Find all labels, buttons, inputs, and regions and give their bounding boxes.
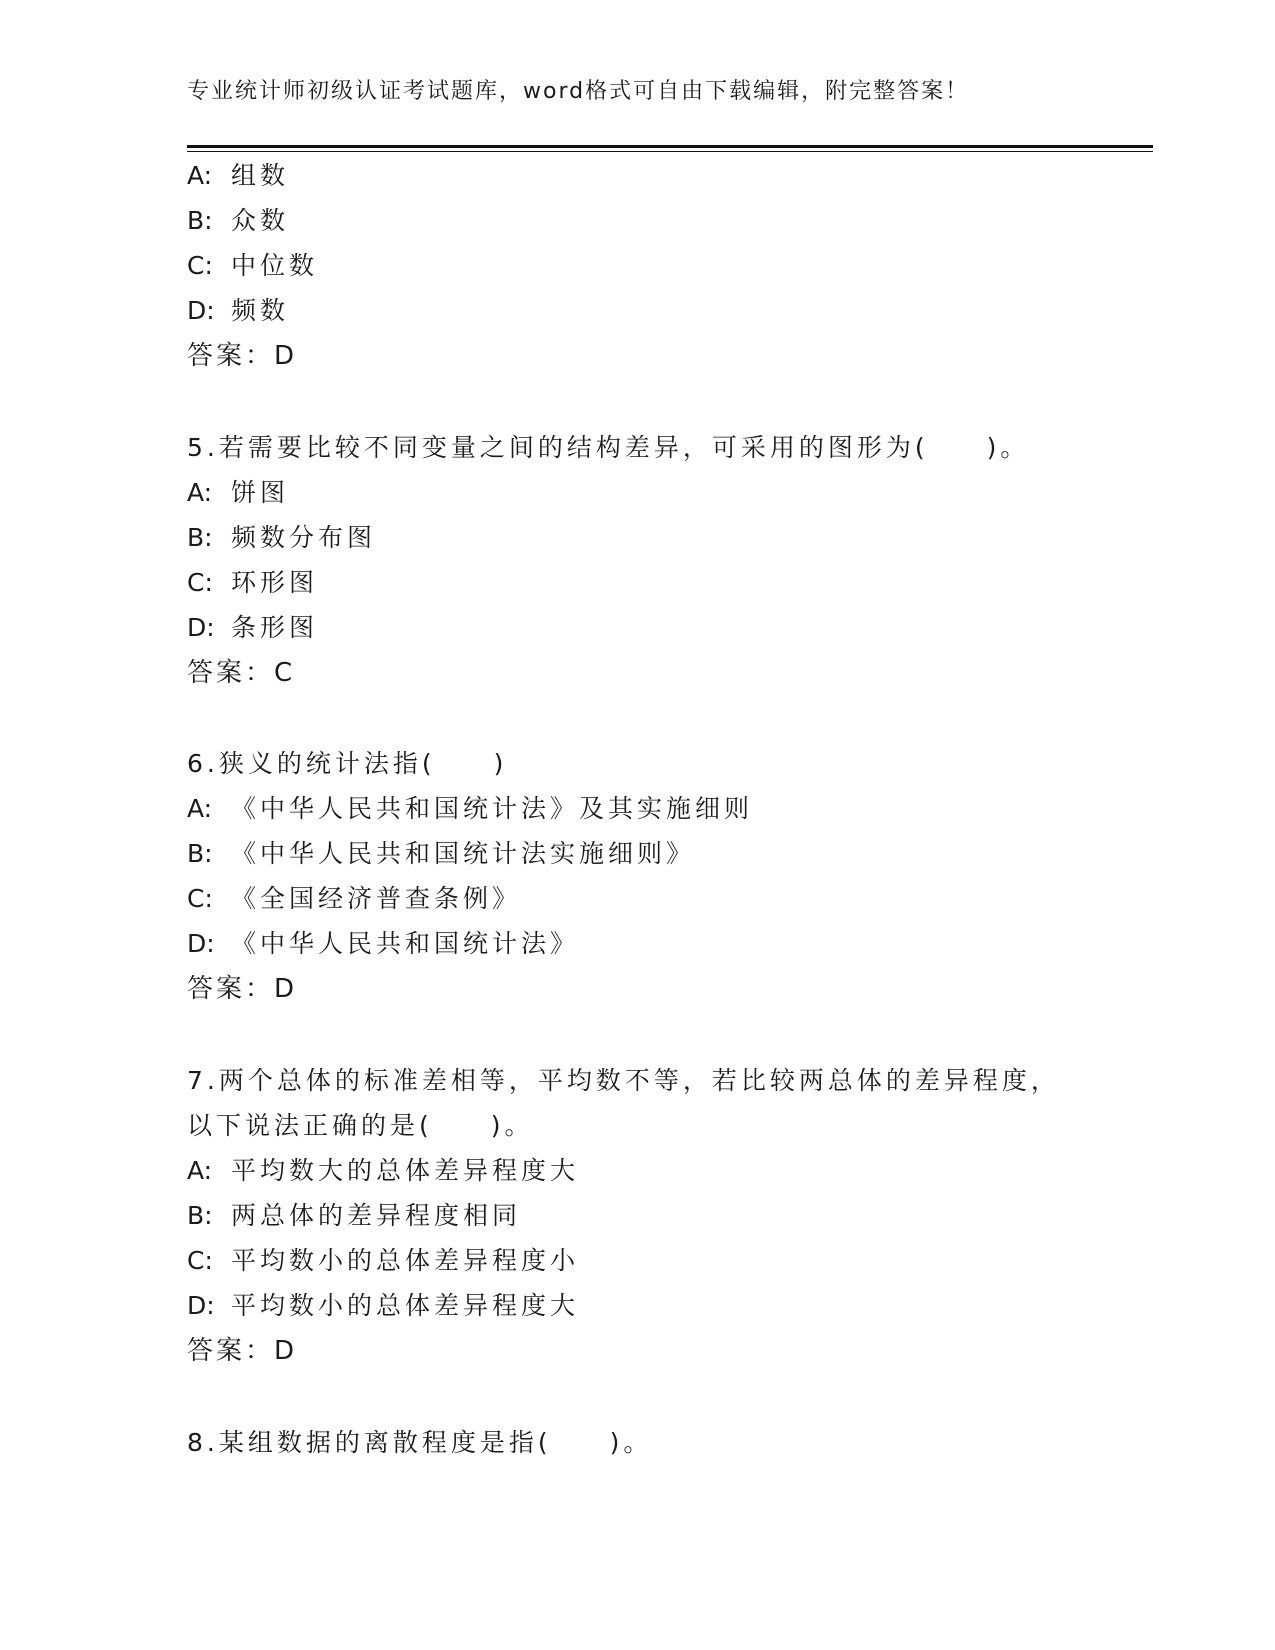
q5-stem: 5.若需要比较不同变量之间的结构差异，可采用的图形为( )。	[187, 433, 1030, 462]
q7-option-c	[187, 1245, 579, 1277]
option-text: 平均数小的总体差异程度小	[231, 1246, 580, 1275]
q4-option-a	[187, 160, 289, 192]
option-letter: B:	[187, 839, 213, 868]
q5-option-a	[187, 477, 289, 509]
q7-answer: 答案：D	[187, 1336, 298, 1366]
option-text: 条形图	[231, 613, 319, 642]
option-text: 组数	[231, 161, 290, 190]
option-letter: C:	[187, 1246, 213, 1275]
option-text: 《中华人民共和国统计法实施细则》	[231, 839, 696, 868]
option-text: 《全国经济普查条例》	[231, 884, 522, 913]
q7-stem-line1: 7.两个总体的标准差相等，平均数不等，若比较两总体的差异程度，	[187, 1066, 1060, 1095]
q4-answer: 答案：D	[187, 341, 298, 371]
page-header: 专业统计师初级认证考试题库，word格式可自由下载编辑，附完整答案！	[187, 79, 970, 104]
option-text: 平均数小的总体差异程度大	[231, 1291, 580, 1320]
option-letter: B:	[187, 1201, 213, 1230]
q6-option-b	[187, 838, 695, 870]
q4-option-c	[187, 250, 318, 282]
option-text: 众数	[231, 206, 290, 235]
option-text: 《中华人民共和国统计法》及其实施细则	[231, 794, 754, 823]
option-letter: A:	[187, 478, 213, 507]
option-text: 《中华人民共和国统计法》	[231, 929, 580, 958]
q6-option-a	[187, 793, 753, 825]
q6-option-c	[187, 883, 521, 915]
q7-stem-line2: 以下说法正确的是( )。	[187, 1111, 534, 1140]
option-letter: A:	[187, 161, 213, 190]
q5-option-c	[187, 567, 318, 599]
option-letter: C:	[187, 884, 213, 913]
option-letter: D:	[187, 613, 215, 642]
header-rule-thick	[187, 145, 1153, 148]
option-letter: A:	[187, 1156, 213, 1185]
option-text: 饼图	[231, 478, 290, 507]
q5-option-b	[187, 522, 376, 554]
option-letter: C:	[187, 251, 213, 280]
option-text: 频数分布图	[231, 523, 377, 552]
option-text: 平均数大的总体差异程度大	[231, 1156, 580, 1185]
option-letter: B:	[187, 206, 213, 235]
option-letter: B:	[187, 523, 213, 552]
option-letter: D:	[187, 296, 215, 325]
header-rule-thin	[187, 151, 1153, 152]
option-text: 环形图	[231, 568, 319, 597]
q7-option-b	[187, 1200, 521, 1232]
option-letter: D:	[187, 929, 215, 958]
q7-option-a	[187, 1155, 579, 1187]
option-text: 中位数	[231, 251, 319, 280]
q6-answer: 答案：D	[187, 974, 298, 1004]
option-letter: C:	[187, 568, 213, 597]
option-text: 频数	[231, 296, 290, 325]
q4-option-b	[187, 205, 289, 237]
q5-option-d	[187, 612, 318, 644]
q6-option-d	[187, 928, 579, 960]
option-letter: A:	[187, 794, 213, 823]
option-text: 两总体的差异程度相同	[231, 1201, 522, 1230]
q5-answer: 答案：C	[187, 658, 296, 688]
q7-option-d	[187, 1290, 579, 1322]
q6-stem: 6.狭义的统计法指( )	[187, 749, 508, 778]
option-letter: D:	[187, 1291, 215, 1320]
q8-stem: 8.某组数据的离散程度是指( )。	[187, 1428, 653, 1457]
q4-option-d	[187, 295, 289, 327]
